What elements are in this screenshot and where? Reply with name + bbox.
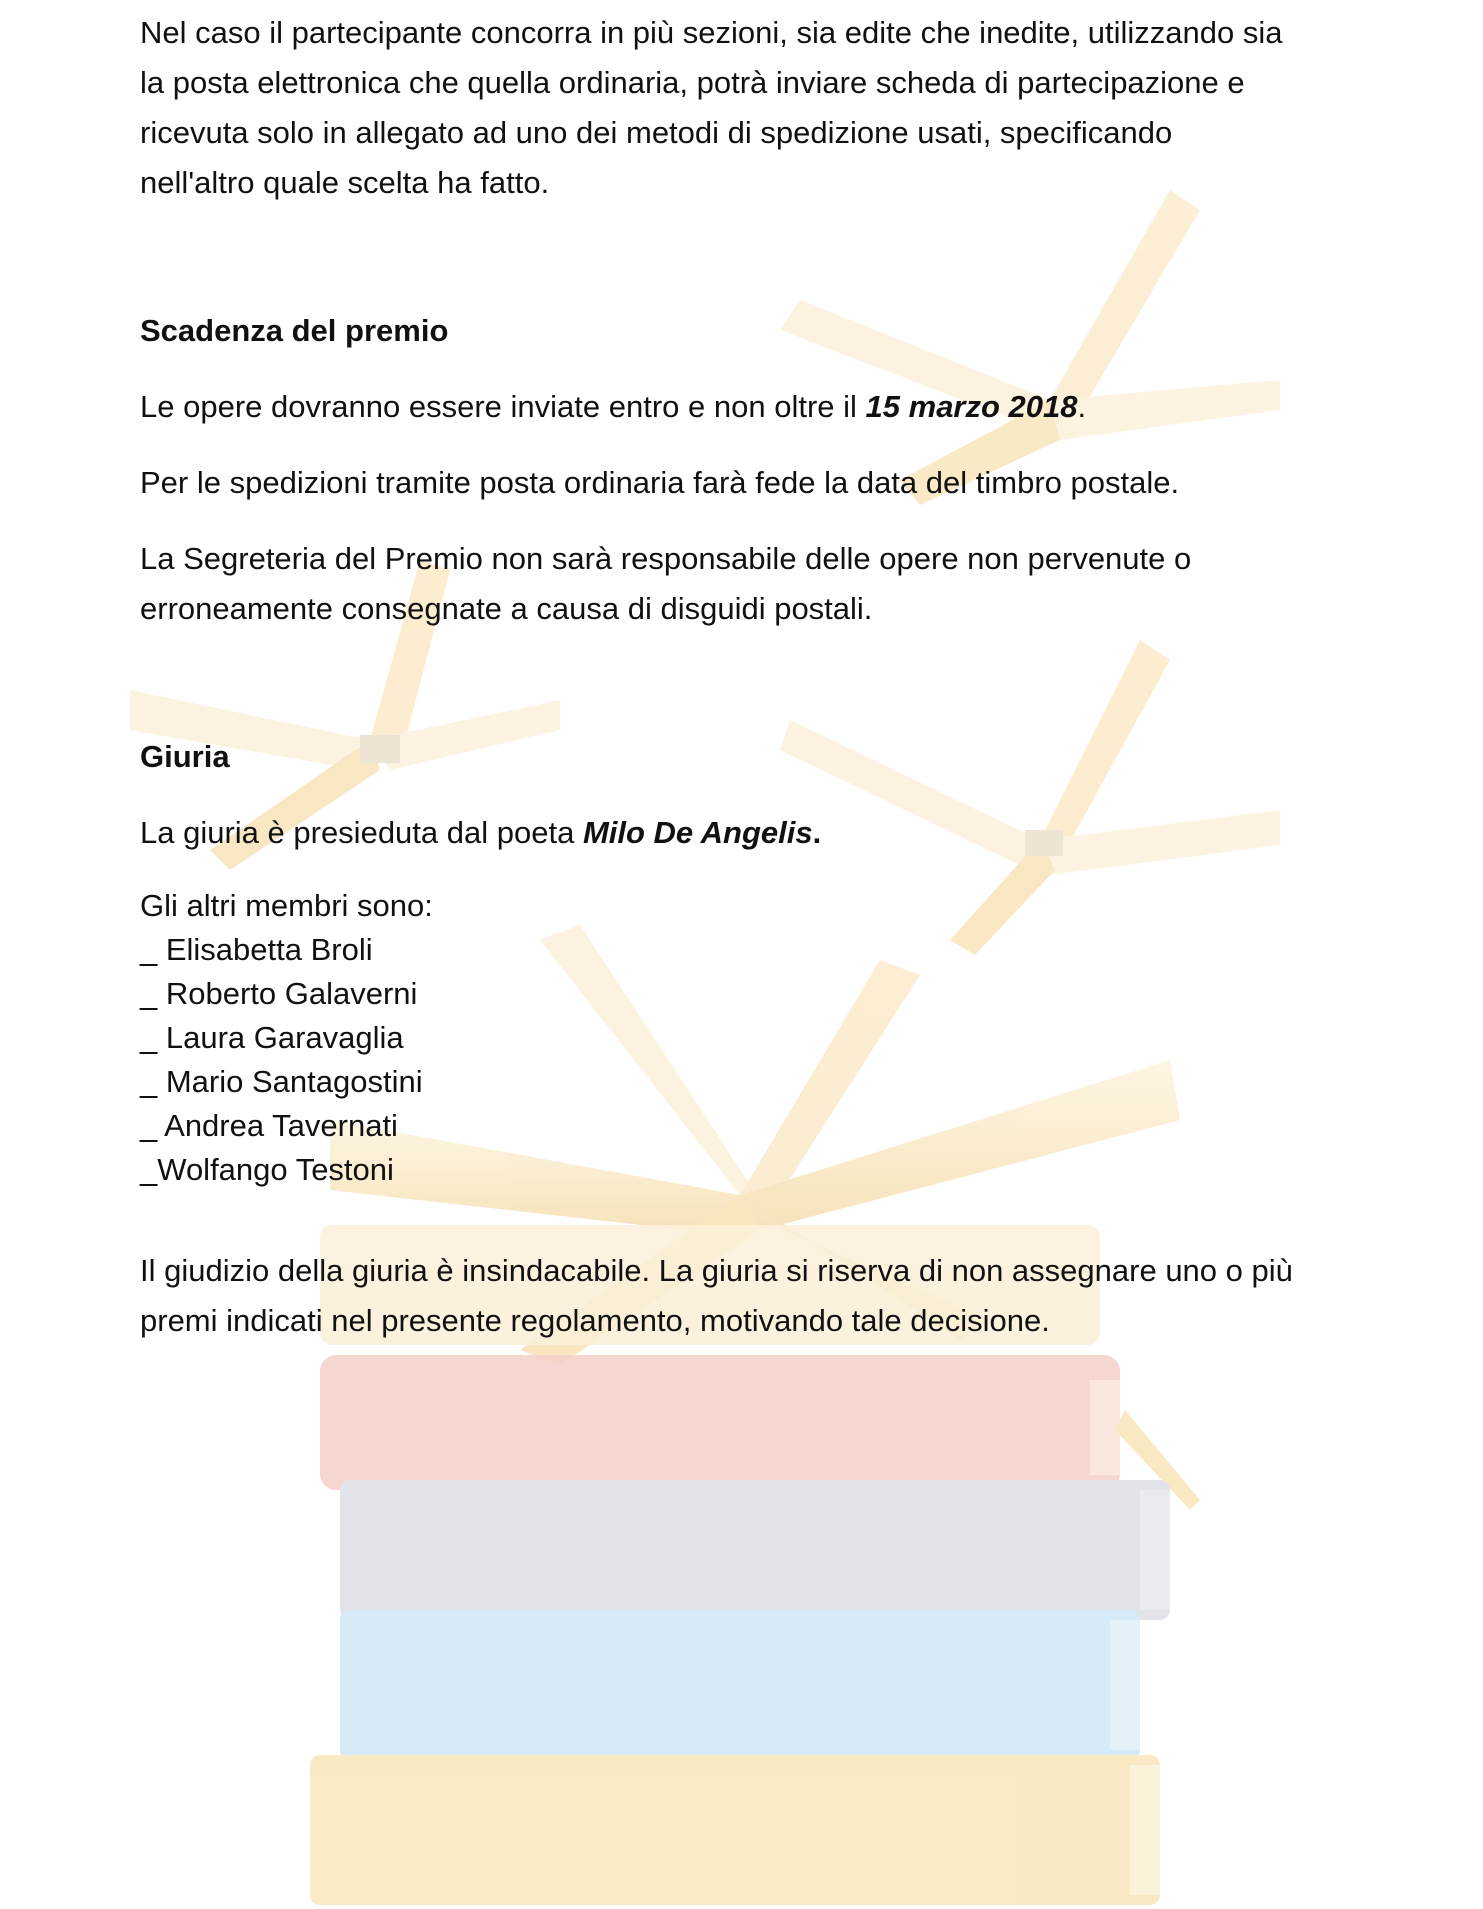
list-item: _ Andrea Tavernati xyxy=(140,1108,398,1143)
text-line: Nel caso il partecipante concorra in più sezioni, sia edite che inedite, utilizzando sia xyxy=(140,15,1283,50)
jury-closing-paragraph xyxy=(140,1246,1350,1346)
jury-members-intro: Gli altri membri sono: xyxy=(140,888,433,923)
list-item: _ Mario Santagostini xyxy=(140,1064,423,1099)
spacer xyxy=(140,634,1350,732)
jury-president-punct: . xyxy=(812,815,822,850)
text-line: nell'altro quale scelta ha fatto. xyxy=(140,165,550,200)
deadline-punct: . xyxy=(1077,389,1087,424)
document-body xyxy=(140,8,1350,1346)
spacer xyxy=(140,208,1350,306)
secretariat-paragraph xyxy=(140,534,1350,634)
section-title-jury: Giuria xyxy=(140,739,230,774)
intro-paragraph xyxy=(140,8,1350,208)
list-item: _ Roberto Galaverni xyxy=(140,976,418,1011)
list-item: _Wolfango Testoni xyxy=(140,1152,394,1187)
jury-president-text: La giuria è presieduta dal poeta xyxy=(140,815,583,850)
text-line: Il giudizio della giuria è insindacabile. La giuria si riserva di non assegnare uno o più xyxy=(140,1253,1293,1288)
text-line: ricevuta solo in allegato ad uno dei metodi di spedizione usati, specificando xyxy=(140,115,1173,150)
list-item: _ Laura Garavaglia xyxy=(140,1020,404,1055)
text-line: La Segreteria del Premio non sarà responsabile delle opere non pervenute o xyxy=(140,541,1192,576)
deadline-date: 15 marzo 2018 xyxy=(865,389,1078,424)
list-item: _ Elisabetta Broli xyxy=(140,932,373,967)
deadline-text: Le opere dovranno essere inviate entro e non oltre il xyxy=(140,389,866,424)
jury-members-list xyxy=(140,884,1350,1192)
jury-president-name: Milo De Angelis xyxy=(582,815,813,850)
text-line: la posta elettronica che quella ordinaria, potrà inviare scheda di partecipazione e xyxy=(140,65,1245,100)
postal-stamp-paragraph: Per le spedizioni tramite posta ordinaria farà fede la data del timbro postale. xyxy=(140,465,1180,500)
section-title-deadline: Scadenza del premio xyxy=(140,313,449,348)
deadline-paragraph xyxy=(140,382,1350,432)
text-line: premi indicati nel presente regolamento, motivando tale decisione. xyxy=(140,1303,1050,1338)
text-line: erroneamente consegnate a causa di disguidi postali. xyxy=(140,591,873,626)
jury-president-paragraph xyxy=(140,808,1350,858)
